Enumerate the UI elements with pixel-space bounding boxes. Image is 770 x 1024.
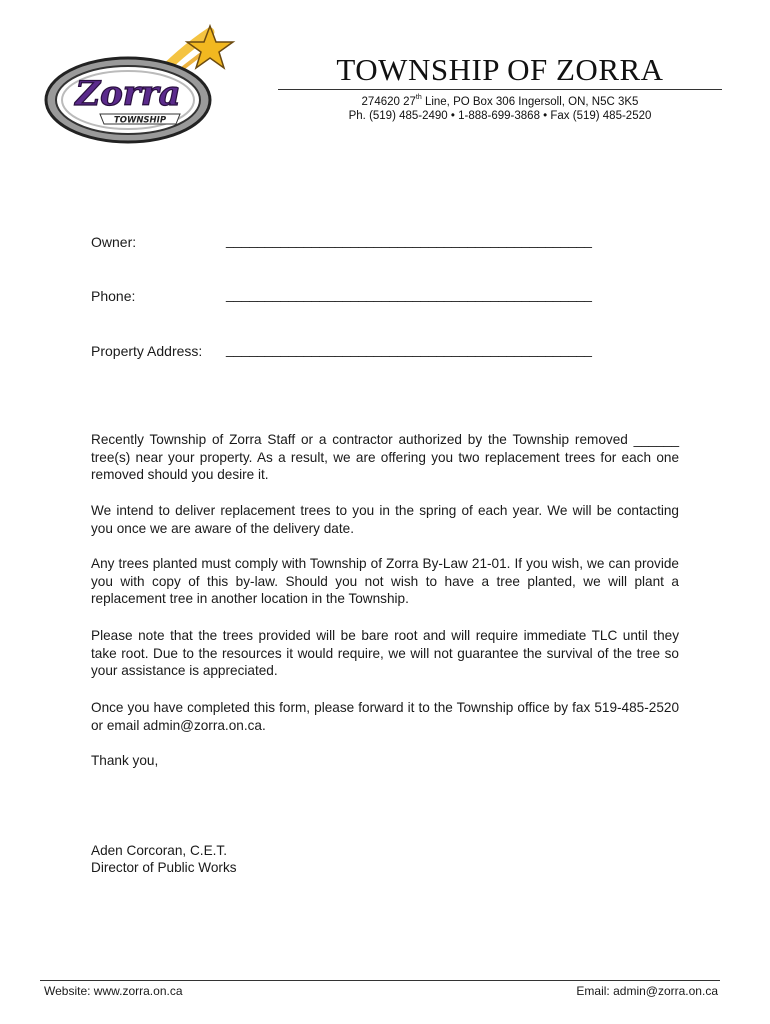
property-address-field[interactable]: _______________________________________________ xyxy=(226,341,592,357)
logo-wordmark: Zorra xyxy=(75,74,181,114)
mailing-address: 274620 27th Line, PO Box 306 Ingersoll, ON, N5C 3K5 xyxy=(361,94,639,108)
zorra-township-logo xyxy=(40,22,240,152)
paragraph-removal-notice: Recently Township of Zorra Staff or a contractor authorized by the Township removed ______ tree(s) near your property. As a result, we are offering you two replacement trees for each one removed should you desire it. xyxy=(91,432,679,482)
footer-email[interactable]: Email: admin@zorra.on.ca xyxy=(576,984,718,998)
property-address-label: Property Address: xyxy=(91,343,203,359)
signatory-title: Director of Public Works xyxy=(91,860,237,875)
signatory-name: Aden Corcoran, C.E.T. xyxy=(91,843,227,858)
paragraph-care: Please note that the trees provided will be bare root and will require immediate TLC until they take root. Due to the resources it would require, we will not guarantee the survival of the tree so your assistance is appreciated. xyxy=(91,628,679,678)
phone-label: Phone: xyxy=(91,288,136,304)
owner-field[interactable]: _______________________________________________ xyxy=(226,232,592,248)
logo-subtext: TOWNSHIP xyxy=(113,115,167,126)
footer-website[interactable]: Website: www.zorra.on.ca xyxy=(44,984,183,998)
contact-numbers: Ph. (519) 485-2490 • 1-888-699-3868 • Fax (519) 485-2520 xyxy=(348,110,652,122)
paragraph-bylaw: Any trees planted must comply with Township of Zorra By-Law 21-01. If you wish, we can provide you with copy of this by-law. Should you not wish to have a tree planted, we will plant a replacement tree in another location in the Township. xyxy=(91,556,679,606)
organization-title: TOWNSHIP OF ZORRA xyxy=(336,52,664,87)
closing: Thank you, xyxy=(91,753,159,768)
owner-label: Owner: xyxy=(91,234,137,250)
paragraph-return-instructions: Once you have completed this form, please forward it to the Township office by fax 519-485-2520 or email admin@zorra.on.ca. xyxy=(91,700,679,733)
phone-field[interactable]: _______________________________________________ xyxy=(226,286,592,302)
header-divider xyxy=(278,89,722,90)
paragraph-delivery: We intend to deliver replacement trees to you in the spring of each year. We will be contacting you once we are aware of the delivery date. xyxy=(91,503,679,536)
footer-divider xyxy=(40,980,720,981)
